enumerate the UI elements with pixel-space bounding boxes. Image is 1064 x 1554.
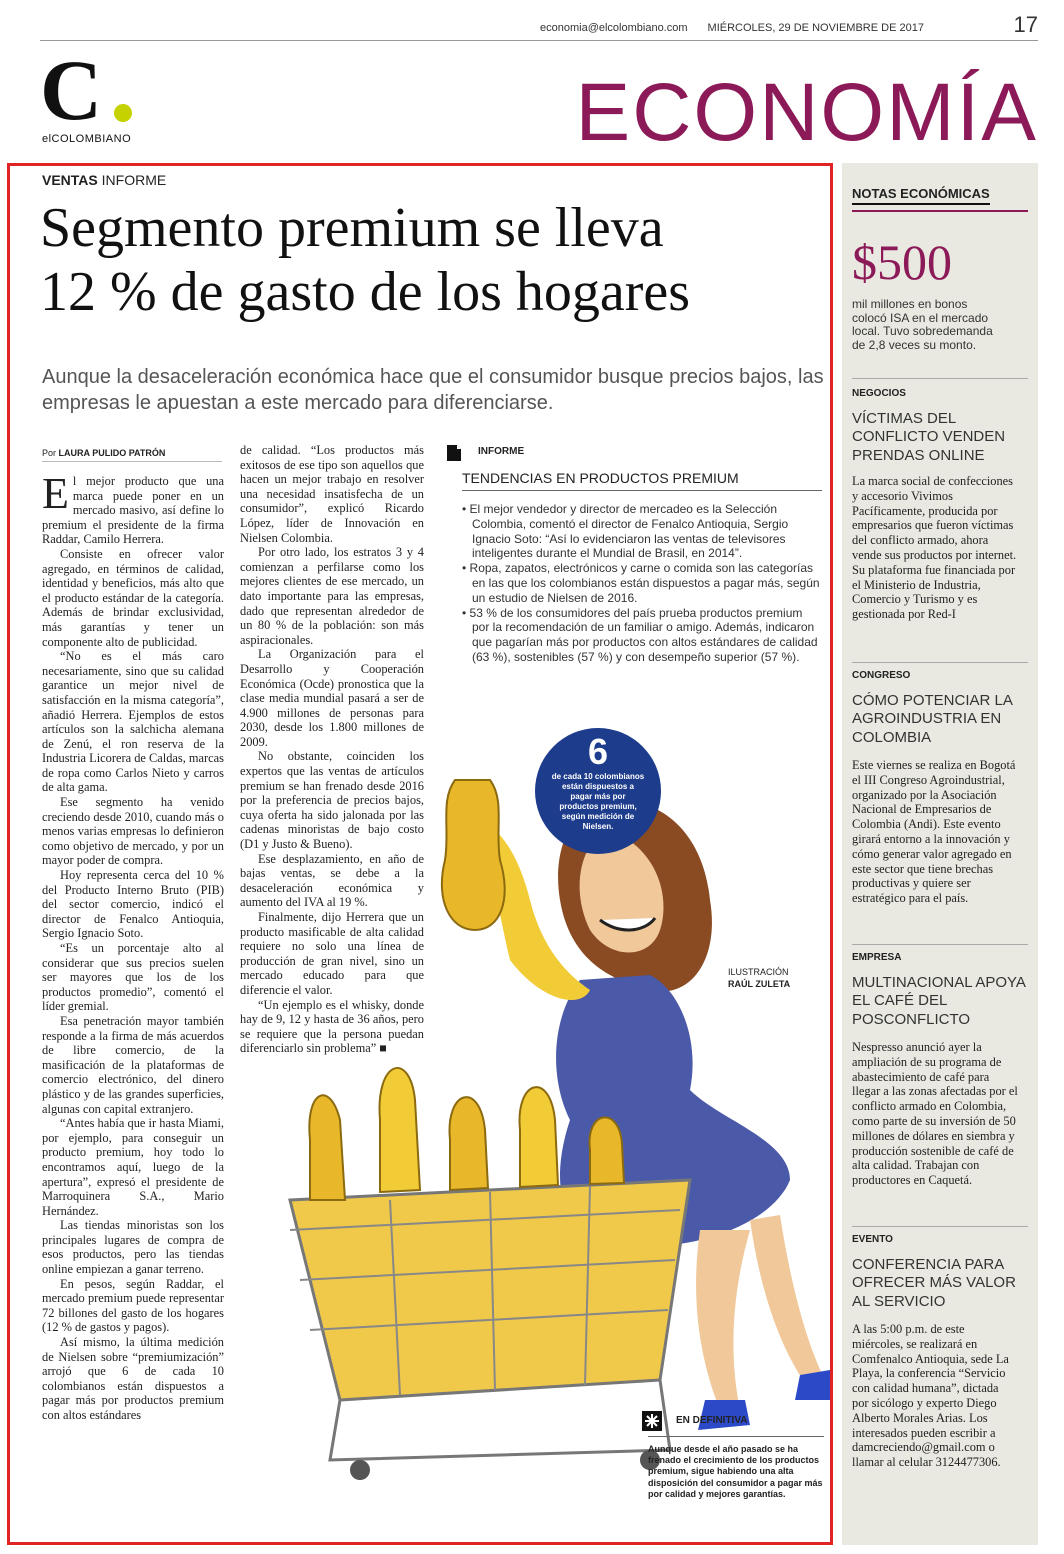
dropcap: E bbox=[42, 469, 69, 518]
illustration-credit bbox=[728, 966, 790, 990]
list-item: • El mejor vendedor y director de mercadeo es la Selección Colombia, comentó el director de Fenalco Antioquia, Sergio Ignacio Soto: “Así lo evidenciaron las ventas de televisores inteligentes durante el Mundial de Brasil, en 2014”. bbox=[462, 502, 789, 561]
paragraph: El mejor producto que una marca puede poner en un mercado masivo, así define lo premium el presidente de la firma Raddar, Camilo Herrera. bbox=[42, 469, 224, 547]
masthead-rule bbox=[40, 40, 1038, 41]
byline bbox=[42, 448, 222, 462]
logo-letter: C bbox=[40, 42, 103, 138]
paragraph: Ese segmento ha venido creciendo desde 2010, cuando más o menos varias empresas lo definieron como objetivo de mercado, y por un mayor poder de compra. bbox=[42, 795, 224, 868]
note-category: NEGOCIOS bbox=[852, 388, 906, 399]
sidebar-rule bbox=[852, 210, 1028, 212]
stat-circle bbox=[535, 728, 661, 854]
en-definitiva-label: EN DEFINITIVA bbox=[676, 1415, 748, 1426]
article-deck: Aunque la desaceleración económica hace que el consumidor busque precios bajos, las empresas le apuestan a este mercado para diferenciarse. bbox=[42, 366, 824, 414]
sidebar-divider bbox=[852, 1226, 1028, 1227]
paragraph: No obstante, coinciden los expertos que las ventas de artículos premium se han frenado desde 2016 por la preferencia de precios bajos, cuya oferta ha sido jalonada por las cadenas minoristas de bajo costo (D1 y Justo & Bueno). bbox=[240, 749, 424, 852]
byline-author: LAURA PULIDO PATRÓN bbox=[58, 448, 166, 458]
note-title: CONFERENCIA PARA OFRECER MÁS VALOR AL SERVICIO bbox=[852, 1256, 1016, 1310]
paragraph: de calidad. “Los productos más exitosos de ese tipo son aquellos que hacen un mejor trabajo en resolver una necesidad insatisfecha de un consumidor”, explicó Ricardo López, líder de Innovación en Nielsen Colombia. bbox=[240, 443, 424, 545]
kicker-bold: VENTAS bbox=[42, 172, 98, 188]
note-text: Nespresso anunció ayer la ampliación de su programa de abastecimiento de café para llegar a las zonas afectadas por el conflicto armado en Colombia, como parte de su inversión de 50 millones de dólares en siembra y producción sostenible de café de alta calidad. Trabajan con productores en Caquetá. bbox=[852, 1040, 1018, 1188]
sidebar-divider bbox=[852, 944, 1028, 945]
article-kicker bbox=[42, 172, 166, 188]
paragraph: Hoy representa cerca del 10 % del Producto Interno Bruto (PIB) del sector comercio, indicó el director de Fenalco Antioquia, Sergio Ignacio Soto. bbox=[42, 868, 224, 941]
note-title: MULTINACIONAL APOYA EL CAFÉ DEL POSCONFLICTO bbox=[852, 974, 1026, 1028]
note-text: A las 5:00 p.m. de este miércoles, se realizará en Comfenalco Antioquia, sede La Playa, la conferencia “Servicio con calidad humana”, dictada por sicólogo y experto Diego Alberto Morales Arias. Los interesados pueden escribir a damcreciendo@gmail.com o llamar al celular 3124477306. bbox=[852, 1322, 1009, 1470]
paragraph: Ese desplazamiento, en año de bajas ventas, se debe a la desaceleración económica y aumento del IVA al 19 %. bbox=[240, 851, 424, 910]
sidebar-header: NOTAS ECONÓMICAS bbox=[852, 186, 990, 205]
credit-name: RAÚL ZULETA bbox=[728, 979, 791, 989]
kicker-light: INFORME bbox=[101, 172, 167, 188]
note-text: La marca social de confecciones y accesorio Vivimos Pacíficamente, producida por empresarios que fueron víctimas del conflicto armado, ahora vende sus productos por internet. Su plataforma fue financiada por el Ministerio de Industria, Comercio y Turismo y es gestionada por Red-I bbox=[852, 474, 1017, 622]
paragraph: “No es el más caro necesariamente, sino que su calidad garantice un mejor nivel de satisfacción en la misma categoría”, añadió Herrera. Ejemplos de estos artículos son la salchicha alemana de Zenú, el ron reserva de la Industria Licorera de Caldas, marcas de ropa como Carlos Nieto y carros de alta gama. bbox=[42, 649, 224, 795]
asterisk-icon bbox=[642, 1411, 662, 1431]
en-definitiva-rule bbox=[648, 1436, 824, 1437]
credit-label: ILUSTRACIÓN bbox=[728, 967, 789, 977]
sidebar-divider bbox=[852, 378, 1028, 379]
masthead-info bbox=[540, 22, 924, 34]
paragraph: Por otro lado, los estratos 3 y 4 comienzan a perfilarse como los mejores clientes de ese mercado, un dato importante para las empresas, dado que representan alrededor de un 80 % de la población: son más aspiracionales. bbox=[240, 545, 424, 647]
list-item: • 53 % de los consumidores del país prueba productos premium por la recomendación de un familiar o amigo. Además, indicaron que pagarían más por productos con altos estándares de calidad (63 %), sostenibles (57 %) y con desempeño superior (57 %). bbox=[462, 605, 818, 664]
stat-text: de cada 10 colombianos están dispuestos a pagar más por productos premium, según medición de Nielsen. bbox=[551, 772, 645, 831]
page-number: 17 bbox=[1013, 12, 1038, 37]
masthead-email[interactable]: economia@elcolombiano.com bbox=[540, 22, 688, 34]
info-list bbox=[462, 502, 822, 665]
headline-line-2: 12 % de gasto de los hogares bbox=[40, 261, 691, 323]
info-title: TENDENCIAS EN PRODUCTOS PREMIUM bbox=[462, 470, 822, 491]
article-column-1 bbox=[42, 469, 224, 1423]
headline-line-1: Segmento premium se lleva bbox=[40, 197, 664, 259]
sidebar-big-text: mil millones en bonos colocó ISA en el mercado local. Tuvo sobredemanda de 2,8 veces su monto. bbox=[852, 297, 993, 352]
info-label: INFORME bbox=[478, 446, 525, 457]
paragraph: “Antes había que ir hasta Miami, por ejemplo, para conseguir un producto premium, hoy todo lo encontramos aquí, luego de la apertura”, expresó el presidente de Marroquinera S.A., Mario Hernández. bbox=[42, 1116, 224, 1218]
note-category: EVENTO bbox=[852, 1234, 893, 1245]
paragraph: Así mismo, la última medición de Nielsen sobre “premiumización” arrojó que 6 de cada 10 colombianos están dispuestos a pagar más por productos premium con altos estándares bbox=[42, 1335, 224, 1422]
paragraph: Las tiendas minoristas son los principales lugares de compra de esos productos, pero las tiendas online empiezan a ganar terreno. bbox=[42, 1218, 224, 1277]
note-category: EMPRESA bbox=[852, 952, 902, 963]
paragraph: La Organización para el Desarrollo y Cooperación Económica (Ocde) pronostica que la clase media mundial pasará a ser de 4.900 millones de personas para 2030, desde los 1.800 millones de 2009. bbox=[240, 647, 424, 749]
paragraph: Consiste en ofrecer valor agregado, en términos de calidad, identidad y beneficios, más alto que el producto estándar de la categoría. Además de brindar exclusividad, más garantías y tener un componente alto de publicidad. bbox=[42, 546, 224, 649]
paragraph: Finalmente, dijo Herrera que un producto masificable de alta calidad requiere no solo una línea de producción de gran nivel, sino un mercado educado para que diferencie el valor. bbox=[240, 910, 424, 997]
article-headline bbox=[40, 196, 830, 324]
byline-prefix: Por bbox=[42, 448, 57, 458]
sidebar-big-number: $500 bbox=[852, 234, 952, 290]
bottle-in-hand-shape bbox=[442, 780, 505, 930]
note-title: CÓMO POTENCIAR LA AGROINDUSTRIA EN COLOMBIA bbox=[852, 692, 1013, 746]
illustration bbox=[250, 760, 830, 1500]
document-icon bbox=[446, 444, 462, 462]
note-category: CONGRESO bbox=[852, 670, 911, 681]
paragraph: En pesos, según Raddar, el mercado premium puede representar 72 billones del gasto de los hogares (12 % de gastos y pagos). bbox=[42, 1276, 224, 1335]
logo-dot-icon bbox=[114, 104, 132, 122]
leg-shape bbox=[696, 1230, 750, 1410]
note-text: Este viernes se realiza en Bogotá el III Congreso Agroindustrial, organizado por la Asociación Nacional de Empresarios de Colombia (Andi). Este evento girará entorno a la innovación y cómo generar valor agregado en este sector que tiene brechas productivas y quiere ser estratégico para el país. bbox=[852, 758, 1016, 906]
section-title: ECONOMÍA bbox=[575, 67, 1038, 158]
paragraph: “Un ejemplo es el whisky, donde hay de 9, 12 y hasta de 36 años, pero se requiere que la persona puedan diferenciarlo sin problema” ■ bbox=[240, 997, 424, 1056]
note-title: VÍCTIMAS DEL CONFLICTO VENDEN PRENDAS ONLINE bbox=[852, 410, 1006, 464]
en-definitiva-text: Aunque desde el año pasado se ha frenado el crecimiento de los productos premium, sigue habiendo una alta disposición del consumidor a pagar más por calidad y mejores garantías. bbox=[648, 1444, 823, 1499]
stat-number: 6 bbox=[587, 731, 609, 772]
paragraph: Esa penetración mayor también responde a la firma de más acuerdos de libre comercio, de la masificación de la plataformas de comercio electrónico, del dinero plástico y de las grandes superficies, algunas con capital extranjero. bbox=[42, 1013, 224, 1116]
list-item: • Ropa, zapatos, electrónicos y carne o comida son las categorías en las que los colombianos están dispuestos a pagar más, según un estudio de Nielsen de 2016. bbox=[462, 561, 820, 605]
leg-shape bbox=[750, 1215, 825, 1390]
sidebar-divider bbox=[852, 662, 1028, 663]
logo-name: elCOLOMBIANO bbox=[42, 133, 132, 145]
paragraph: “Es un porcentaje alto al considerar que sus precios suelen ser mayores que los de los productos promedio”, comentó el líder gremial. bbox=[42, 941, 224, 1014]
masthead-date: MIÉRCOLES, 29 DE NOVIEMBRE DE 2017 bbox=[707, 22, 924, 34]
